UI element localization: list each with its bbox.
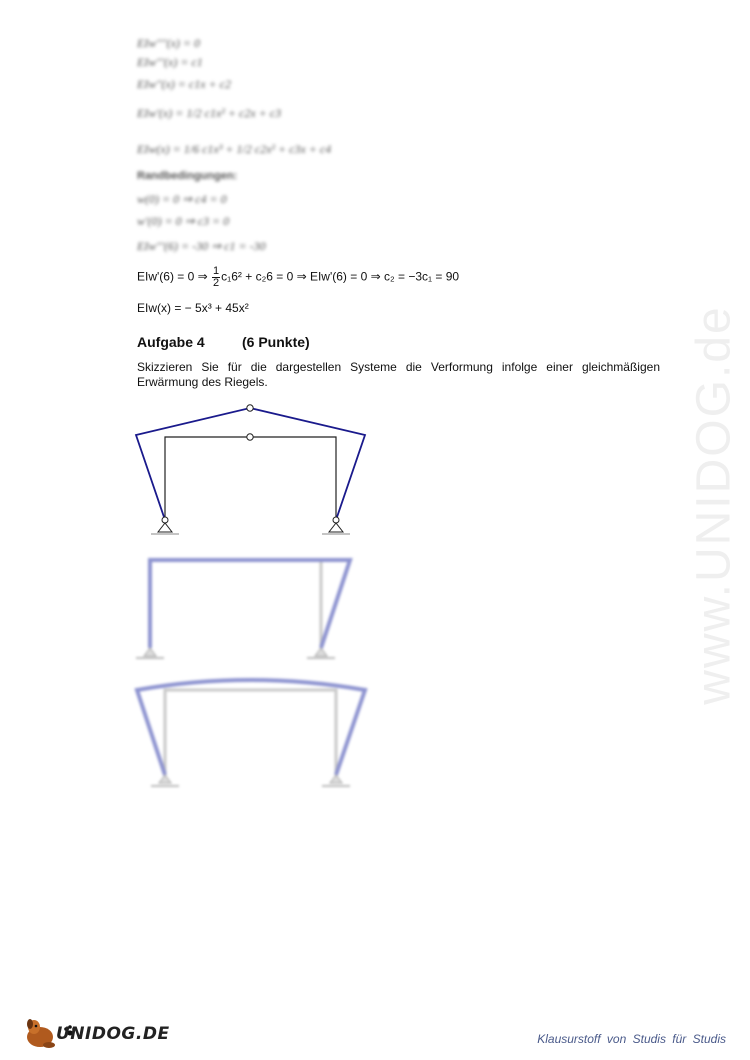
support-icon (315, 648, 327, 656)
hinge-icon (333, 517, 339, 523)
blurred-equation: EIw''''(x) = 0 (137, 36, 201, 50)
equation-1-lhs: EIw'(6) = 0 ⇒ (137, 269, 212, 284)
logo-text: UNIDOG.DE (56, 1024, 170, 1044)
support-icon (144, 648, 156, 656)
deformed-shape (136, 408, 365, 520)
support-icon (329, 523, 343, 532)
hinge-icon (247, 434, 253, 440)
deformed-shape (137, 680, 365, 775)
support-icon (330, 775, 342, 783)
frame-structure (165, 437, 336, 520)
watermark: www.UNIDOG.de (687, 305, 741, 705)
randbedingungen-label: Randbedingungen: (137, 170, 238, 182)
frame-figure-1 (136, 405, 365, 534)
frame-structure (150, 560, 321, 648)
task-points: (6 Punkte) (242, 334, 310, 350)
blurred-equation: EIw'''(x) = c1 (137, 55, 203, 69)
frame-figure-3 (137, 680, 365, 786)
blurred-condition: w'(0) = 0 ⇒ c3 = 0 (137, 214, 230, 228)
hinge-icon (162, 517, 168, 523)
equation-2: EIw(x) = − 5x³ + 45x² (137, 301, 249, 315)
blurred-condition: EIw'''(6) = -30 ⇒ c1 = -30 (137, 239, 266, 253)
blurred-equation: EIw'(x) = 1/2 c1x² + c2x + c3 (137, 106, 282, 120)
fraction-numerator: 1 (213, 265, 220, 277)
support-icon (159, 775, 171, 783)
blurred-equation: EIw(x) = 1/6 c1x³ + 1/2 c2x² + c3x + c4 (137, 142, 332, 156)
equation-1-rest: c₁6² + c₂6 = 0 ⇒ EIw'(6) = 0 ⇒ c₂ = −3c₁ = 90 (221, 269, 460, 284)
task-text: Skizzieren Sie für die dargestellen Systeme die Verformung infolge einer gleichmäßigen Erwärmung des Riegels. (137, 360, 660, 389)
fraction-denominator: 2 (213, 277, 220, 289)
task-title: Aufgabe 4 (137, 334, 205, 350)
hinge-icon (247, 405, 253, 411)
support-icon (158, 523, 172, 532)
footer-tagline: Klausurstoff von Studis für Studis (537, 1032, 726, 1046)
frame-figure-2 (136, 560, 350, 658)
frame-structure (165, 690, 336, 775)
blurred-equation: EIw''(x) = c1x + c2 (137, 77, 231, 91)
blurred-condition: w(0) = 0 ⇒ c4 = 0 (137, 192, 227, 206)
